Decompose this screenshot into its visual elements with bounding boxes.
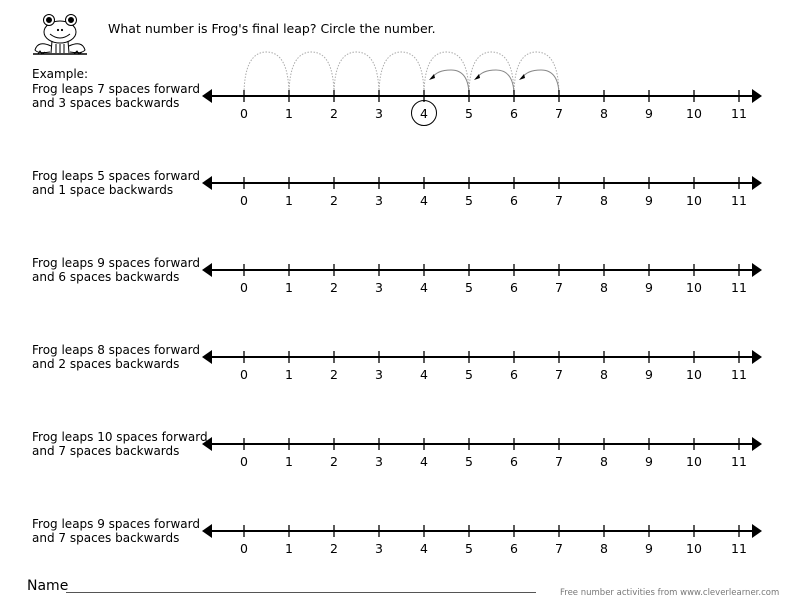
problem-prompt (32, 343, 200, 371)
tick-label[interactable]: 1 (285, 193, 293, 208)
number-line (200, 260, 764, 300)
prompt-line-1: Frog leaps 9 spaces forward (32, 517, 200, 531)
tick-label[interactable]: 11 (731, 193, 747, 208)
number-line (200, 347, 764, 387)
tick-label[interactable]: 10 (686, 454, 702, 469)
tick-label[interactable]: 9 (645, 367, 653, 382)
tick-label[interactable]: 7 (555, 106, 563, 121)
tick-label[interactable]: 8 (600, 454, 608, 469)
tick-label[interactable]: 4 (420, 541, 428, 556)
tick-label[interactable]: 7 (555, 193, 563, 208)
prompt-line-2: and 6 spaces backwards (32, 270, 180, 284)
tick-label[interactable]: 6 (510, 454, 518, 469)
answer-circle (411, 100, 437, 126)
tick-label[interactable]: 11 (731, 106, 747, 121)
tick-label[interactable]: 5 (465, 193, 473, 208)
name-input-line[interactable] (66, 592, 536, 593)
tick-label[interactable]: 3 (375, 106, 383, 121)
tick-label[interactable]: 0 (240, 454, 248, 469)
tick-label[interactable]: 11 (731, 541, 747, 556)
tick-label[interactable]: 11 (731, 367, 747, 382)
tick-label[interactable]: 4 (420, 367, 428, 382)
tick-label[interactable]: 9 (645, 454, 653, 469)
tick-label[interactable]: 7 (555, 367, 563, 382)
tick-label[interactable]: 9 (645, 193, 653, 208)
tick-label[interactable]: 2 (330, 541, 338, 556)
tick-label[interactable]: 5 (465, 280, 473, 295)
problem-prompt (32, 517, 200, 545)
tick-label[interactable]: 10 (686, 193, 702, 208)
tick-label[interactable]: 11 (731, 454, 747, 469)
problem-prompt (32, 169, 200, 197)
tick-label[interactable]: 0 (240, 106, 248, 121)
name-label: Name (27, 578, 69, 594)
prompt-line-2: and 1 space backwards (32, 183, 174, 197)
prompt-line-1: Frog leaps 7 spaces forward (32, 82, 200, 96)
tick-label[interactable]: 8 (600, 541, 608, 556)
tick-label[interactable]: 8 (600, 367, 608, 382)
tick-label[interactable]: 4 (420, 193, 428, 208)
tick-label[interactable]: 8 (600, 280, 608, 295)
tick-label[interactable]: 6 (510, 193, 518, 208)
tick-label[interactable]: 4 (420, 280, 428, 295)
prompt-line-1: Frog leaps 5 spaces forward (32, 169, 200, 183)
tick-label[interactable]: 0 (240, 541, 248, 556)
tick-label[interactable]: 6 (510, 106, 518, 121)
tick-label[interactable]: 9 (645, 106, 653, 121)
tick-label[interactable]: 6 (510, 367, 518, 382)
tick-label[interactable]: 8 (600, 106, 608, 121)
prompt-line-2: and 3 spaces backwards (32, 96, 180, 110)
tick-label[interactable]: 1 (285, 280, 293, 295)
example-label: Example: (32, 67, 89, 81)
tick-label[interactable]: 3 (375, 367, 383, 382)
tick-label[interactable]: 7 (555, 541, 563, 556)
tick-label[interactable]: 7 (555, 280, 563, 295)
prompt-line-1: Frog leaps 8 spaces forward (32, 343, 200, 357)
tick-label[interactable]: 0 (240, 193, 248, 208)
number-line (200, 521, 764, 561)
tick-label[interactable]: 10 (686, 367, 702, 382)
tick-label[interactable]: 0 (240, 280, 248, 295)
tick-label[interactable]: 10 (686, 280, 702, 295)
prompt-line-1: Frog leaps 10 spaces forward (32, 430, 208, 444)
number-line (200, 86, 764, 126)
tick-label[interactable]: 10 (686, 541, 702, 556)
tick-label[interactable]: 2 (330, 367, 338, 382)
tick-label[interactable]: 2 (330, 193, 338, 208)
tick-label[interactable]: 7 (555, 454, 563, 469)
tick-label[interactable]: 8 (600, 193, 608, 208)
instructions-title: What number is Frog's final leap? Circle the number. (108, 21, 436, 36)
tick-label[interactable]: 3 (375, 541, 383, 556)
tick-label[interactable]: 3 (375, 280, 383, 295)
tick-label[interactable]: 11 (731, 280, 747, 295)
tick-label[interactable]: 6 (510, 541, 518, 556)
tick-label[interactable]: 6 (510, 280, 518, 295)
tick-label[interactable]: 10 (686, 106, 702, 121)
tick-label[interactable]: 1 (285, 541, 293, 556)
tick-label[interactable]: 1 (285, 106, 293, 121)
number-line (200, 173, 764, 213)
tick-label[interactable]: 0 (240, 367, 248, 382)
tick-label[interactable]: 5 (465, 541, 473, 556)
tick-label[interactable]: 3 (375, 193, 383, 208)
problem-prompt (32, 256, 200, 284)
tick-label[interactable]: 3 (375, 454, 383, 469)
tick-label[interactable]: 2 (330, 106, 338, 121)
tick-label[interactable]: 9 (645, 541, 653, 556)
number-line (200, 434, 764, 474)
prompt-line-2: and 7 spaces backwards (32, 531, 180, 545)
tick-label[interactable]: 1 (285, 367, 293, 382)
footer-credit: Free number activities from www.cleverlearner.com (560, 588, 780, 598)
prompt-line-2: and 2 spaces backwards (32, 357, 180, 371)
tick-label[interactable]: 4 (420, 454, 428, 469)
tick-label[interactable]: 2 (330, 454, 338, 469)
tick-label[interactable]: 5 (465, 367, 473, 382)
problem-prompt (32, 82, 200, 110)
tick-label[interactable]: 4 (420, 106, 428, 121)
tick-label[interactable]: 5 (465, 106, 473, 121)
prompt-line-2: and 7 spaces backwards (32, 444, 180, 458)
tick-label[interactable]: 2 (330, 280, 338, 295)
tick-label[interactable]: 1 (285, 454, 293, 469)
problem-prompt (32, 430, 208, 458)
tick-label[interactable]: 5 (465, 454, 473, 469)
tick-label[interactable]: 9 (645, 280, 653, 295)
prompt-line-1: Frog leaps 9 spaces forward (32, 256, 200, 270)
